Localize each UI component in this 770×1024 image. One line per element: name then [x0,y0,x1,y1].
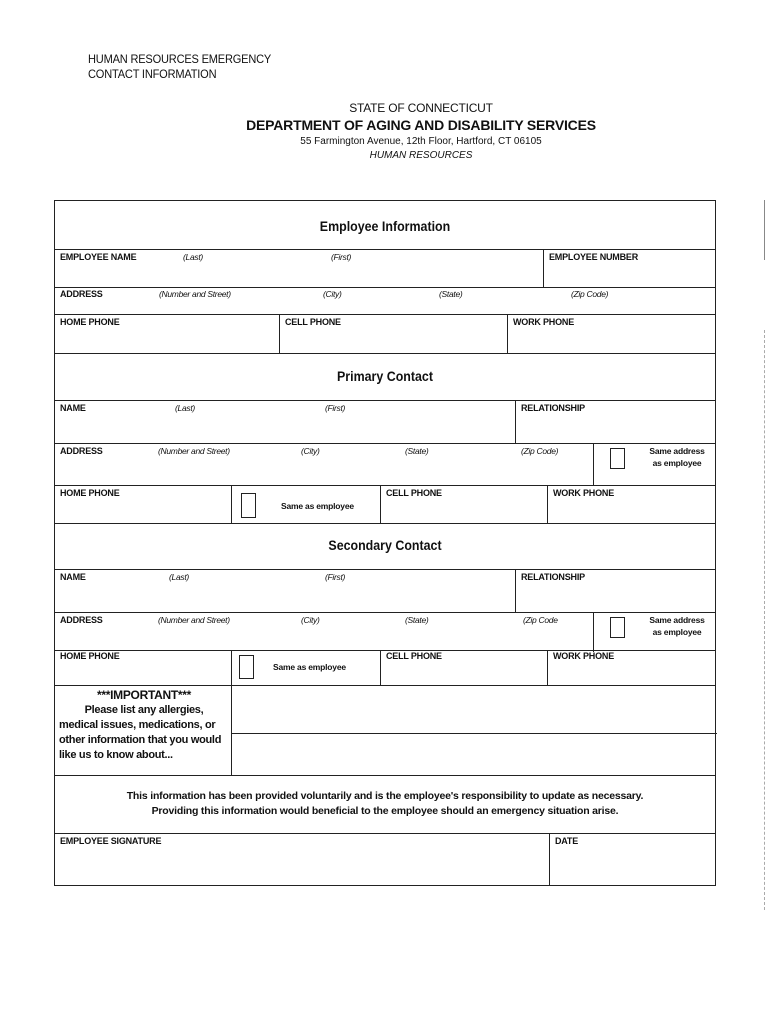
primary-city-hint: (City) [301,446,320,456]
employee-name-field[interactable] [55,261,543,287]
secondary-cell-phone-field[interactable] [381,661,547,685]
primary-same-address-checkbox[interactable] [610,448,625,469]
divider [593,443,594,485]
primary-home-phone-field[interactable] [55,499,231,523]
form-title [88,52,271,82]
secondary-home-phone-label: HOME PHONE [60,651,120,661]
divider [55,485,715,486]
section-employee-title: Employee Information [319,219,451,234]
secondary-work-phone-label: WORK PHONE [553,651,615,661]
secondary-city-hint: (City) [301,615,320,625]
employee-city-hint: (City) [323,289,342,299]
secondary-home-phone-field[interactable] [55,661,231,685]
secondary-same-address-label [643,614,711,638]
notice-line1: This information has been provided voluntarily and is the employee's responsibility to update as necessary. [126,790,644,802]
secondary-relationship-label: RELATIONSHIP [521,572,585,582]
employee-first-hint: (First) [331,252,352,262]
important-info-field-2[interactable] [232,734,715,774]
secondary-work-phone-field[interactable] [548,661,715,685]
important-line3: other information that you would [59,734,222,746]
section-secondary-title: Secondary Contact [328,538,442,553]
employee-address-field[interactable] [55,299,715,313]
employee-number-label: EMPLOYEE NUMBER [549,252,639,262]
important-line2: medical issues, medications, or [59,719,216,731]
secondary-name-label: NAME [60,572,86,582]
primary-zip-hint: (Zip Code) [521,446,559,456]
employee-cell-phone-label: CELL PHONE [285,317,341,327]
divider [55,400,715,401]
primary-same-address-line1: Same address [649,446,705,456]
divider [55,249,715,250]
employee-work-phone-field[interactable] [508,329,715,353]
divider [231,650,232,685]
section-primary-title: Primary Contact [337,369,433,384]
employee-work-phone-label: WORK PHONE [513,317,575,327]
secondary-same-address-line2: as employee [652,627,702,637]
primary-cell-phone-field[interactable] [381,499,547,523]
notice-line2: Providing this information would beneficial to the employee should an emergency situation arise. [151,805,619,817]
secondary-first-hint: (First) [325,572,346,582]
employee-home-phone-label: HOME PHONE [60,317,120,327]
primary-relationship-label: RELATIONSHIP [521,403,585,413]
divider [55,833,715,834]
employee-number-field[interactable] [544,261,716,287]
secondary-name-field[interactable] [55,582,515,612]
primary-address-field[interactable] [55,457,593,485]
secondary-cell-phone-label: CELL PHONE [386,651,442,661]
divider [55,523,715,524]
primary-first-hint: (First) [325,403,346,413]
employee-zip-hint: (Zip Code) [571,289,609,299]
primary-name-field[interactable] [55,413,515,443]
date-field[interactable] [550,847,715,885]
employee-address-label: ADDRESS [60,289,103,299]
emergency-contact-form [54,200,716,886]
primary-same-phone-checkbox[interactable] [241,493,256,518]
primary-work-phone-field[interactable] [548,499,715,523]
secondary-zip-hint: (Zip Code [523,615,558,625]
divider [231,485,232,523]
primary-work-phone-label: WORK PHONE [553,488,615,498]
form-title-line2: CONTACT INFORMATION [88,67,217,81]
secondary-same-address-line1: Same address [649,615,705,625]
secondary-same-phone-label: Same as employee [273,662,346,672]
employee-name-label: EMPLOYEE NAME [60,252,137,262]
divider [55,775,715,776]
scan-artifact [764,330,765,910]
employee-state-hint: (State) [439,289,463,299]
employee-last-hint: (Last) [183,252,203,262]
primary-relationship-field[interactable] [516,413,716,443]
primary-same-address-line2: as employee [652,458,702,468]
secondary-street-hint: (Number and Street) [158,615,230,625]
divider [55,650,715,651]
primary-same-address-label [643,445,711,469]
secondary-address-label: ADDRESS [60,615,103,625]
secondary-state-hint: (State) [405,615,429,625]
employee-home-phone-field[interactable] [55,329,279,353]
primary-address-label: ADDRESS [60,446,103,456]
important-line1: Please list any allergies, [84,704,204,716]
scan-artifact [764,200,765,260]
divider [55,353,715,354]
date-label: DATE [555,836,579,846]
important-note [59,688,229,763]
important-line4: like us to know about... [59,749,173,761]
employee-street-hint: (Number and Street) [159,289,231,299]
divider [55,443,715,444]
divider [55,612,715,613]
important-info-field-1[interactable] [232,686,715,733]
divider [55,569,715,570]
primary-cell-phone-label: CELL PHONE [386,488,442,498]
important-heading: ***IMPORTANT*** [97,688,191,702]
employee-signature-label: EMPLOYEE SIGNATURE [60,836,162,846]
state-name: STATE OF CONNECTICUT [349,101,493,115]
primary-last-hint: (Last) [175,403,195,413]
employee-cell-phone-field[interactable] [280,329,507,353]
divider [55,314,715,315]
primary-state-hint: (State) [405,446,429,456]
unit-name: HUMAN RESOURCES [369,150,473,161]
secondary-address-field[interactable] [55,626,593,652]
department-address: 55 Farmington Avenue, 12th Floor, Hartford, CT 06105 [300,136,542,147]
employee-signature-field[interactable] [55,847,549,885]
secondary-same-address-checkbox[interactable] [610,617,625,638]
divider [593,612,594,652]
primary-name-label: NAME [60,403,86,413]
secondary-same-phone-checkbox[interactable] [239,655,254,679]
secondary-relationship-field[interactable] [516,582,716,612]
primary-home-phone-label: HOME PHONE [60,488,120,498]
secondary-last-hint: (Last) [169,572,189,582]
primary-same-phone-label: Same as employee [281,501,354,511]
primary-street-hint: (Number and Street) [158,446,230,456]
divider [55,287,715,288]
department-name: DEPARTMENT OF AGING AND DISABILITY SERVICES [246,117,596,133]
form-title-line1: HUMAN RESOURCES EMERGENCY [88,52,272,66]
